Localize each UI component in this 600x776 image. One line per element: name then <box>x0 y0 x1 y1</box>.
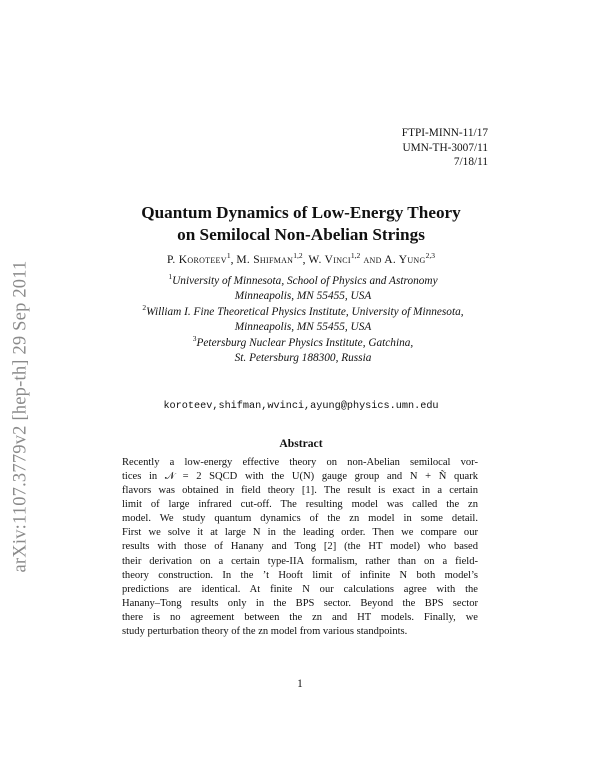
author-separator: , <box>302 254 309 266</box>
abstract-line: flavors was obtained in field theory [1]. The result is exact in a certain <box>122 485 478 497</box>
author-name: M. Shifman <box>236 254 294 266</box>
title-line: on Semilocal Non-Abelian Strings <box>177 225 425 244</box>
author-affiliation-mark: 1,2 <box>293 251 303 260</box>
author-name: W. Vinci <box>308 254 351 266</box>
affiliation-mark: 2 <box>142 302 147 312</box>
paper-title <box>96 202 506 246</box>
abstract-line: theory construction. In the ’t Hooft limit of infinite N both model’s <box>122 569 478 581</box>
abstract-line: study perturbation theory of the zn model from various standpoints. <box>122 625 408 637</box>
affiliation <box>100 333 506 367</box>
arxiv-stamp <box>2 216 40 616</box>
affiliation-line <box>100 302 506 320</box>
affiliation <box>100 274 506 305</box>
affiliation-line: Minneapolis, MN 55455, USA <box>234 321 372 334</box>
arxiv-stamp-text: arXiv:1107.3779v2 [hep-th] 29 Sep 2011 <box>10 260 31 572</box>
report-numbers <box>402 126 488 170</box>
abstract-line: First we solve it at large N in the leading order. Then we compare our <box>122 527 478 539</box>
author-separator: , <box>230 254 237 266</box>
abstract-line: limit of large infrared cut-off. The resulting model was called the zn <box>122 499 478 511</box>
author-affiliation-mark: 1 <box>226 251 231 260</box>
author-name: A. Yung <box>384 254 426 266</box>
author <box>384 251 435 266</box>
author-name: P. Koroteev <box>167 254 227 266</box>
author-separator: and <box>360 254 385 266</box>
report-date: 7/18/11 <box>453 156 488 168</box>
affiliation-line: St. Petersburg 188300, Russia <box>234 352 372 365</box>
author <box>236 251 303 266</box>
affiliation-text: Petersburg Nuclear Physics Institute, Gatchina, <box>196 336 414 349</box>
abstract-line: results with those of Hanany and Tong [2] (the HT model) who based <box>122 541 478 553</box>
affiliation-line <box>100 333 506 351</box>
affiliation-line <box>100 274 506 289</box>
report-number: UMN-TH-3007/11 <box>402 141 488 154</box>
page-number: 1 <box>297 678 303 690</box>
affiliation-line: Minneapolis, MN 55455, USA <box>234 290 372 303</box>
affiliation-mark: 1 <box>168 272 173 281</box>
abstract-line: predictions are identical. At finite N our calculations agree with the <box>122 583 478 595</box>
author-list <box>96 251 506 266</box>
abstract-heading: Abstract <box>279 437 323 450</box>
abstract-line: their derivation on a certain type-IIA formalism, rather than on a field- <box>122 555 478 567</box>
author-affiliation-mark: 1,2 <box>350 251 361 260</box>
author <box>167 251 231 266</box>
abstract-body <box>122 456 478 639</box>
affiliation-mark: 3 <box>192 333 197 343</box>
author <box>308 251 361 266</box>
author-emails: koroteev,shifman,wvinci,ayung@physics.umn.edu <box>163 401 439 412</box>
abstract-line: model. We study quantum dynamics of the zn model in some detail. <box>122 513 478 525</box>
affiliations <box>100 274 506 366</box>
affiliation <box>100 302 506 336</box>
abstract-line: Hanany–Tong results only in the BPS sector. Beyond the BPS sector <box>122 597 478 609</box>
report-number: FTPI-MINN-11/17 <box>401 127 488 139</box>
abstract-line: Recently a low-energy effective theory on non-Abelian semilocal vor- <box>122 457 478 468</box>
affiliation-text: William I. Fine Theoretical Physics Institute, University of Minnesota, <box>146 305 464 318</box>
author-affiliation-mark: 2,3 <box>425 251 435 260</box>
affiliation-text: University of Minnesota, School of Physics and Astronomy <box>172 275 438 287</box>
abstract-line: there is no agreement between the zn and HT models. Finally, we <box>122 611 478 623</box>
abstract-line: tices in 𝒩 = 2 SQCD with the U(N) gauge group and N + Ñ quark <box>122 471 478 483</box>
title-line: Quantum Dynamics of Low-Energy Theory <box>141 203 461 222</box>
